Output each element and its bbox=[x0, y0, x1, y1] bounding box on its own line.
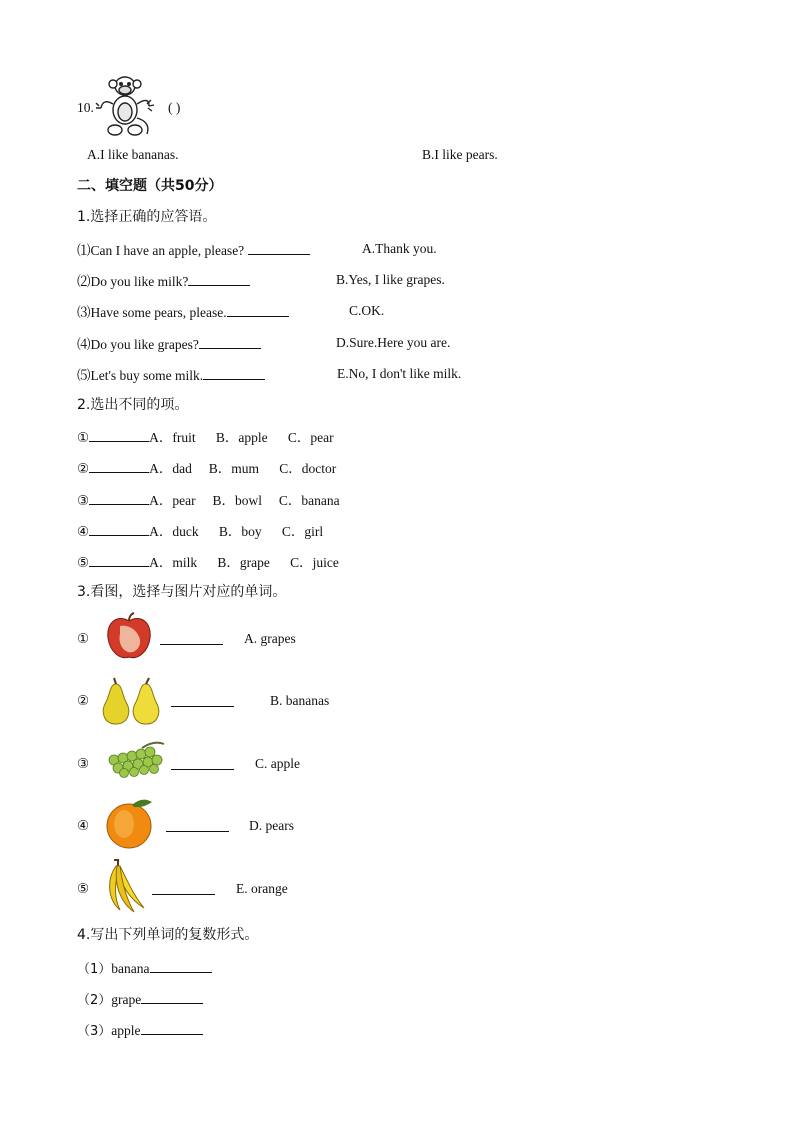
answer-blank[interactable] bbox=[248, 240, 310, 255]
answer-blank[interactable] bbox=[171, 692, 234, 707]
monkey-icon bbox=[95, 74, 155, 138]
bananas-icon bbox=[100, 858, 150, 914]
part3-blank-5 bbox=[152, 880, 215, 900]
part3-blank-1 bbox=[160, 630, 223, 650]
part3-option-b: B. bananas bbox=[270, 693, 330, 708]
part4-item-3: （3）apple bbox=[77, 1020, 203, 1041]
answer-paren: ( ) bbox=[168, 100, 181, 115]
answer-blank[interactable] bbox=[171, 755, 234, 770]
part2-item-4: ④ A．duck B．boy C．girl bbox=[77, 521, 323, 541]
q10-option-a: A.I like bananas. bbox=[87, 147, 179, 162]
part4-title: 4.写出下列单词的复数形式。 bbox=[77, 927, 259, 943]
part2-title: 2.选出不同的项。 bbox=[77, 397, 189, 413]
answer-blank[interactable] bbox=[160, 630, 223, 645]
answer-blank[interactable] bbox=[203, 365, 265, 380]
part3-num-3: ③ bbox=[77, 756, 90, 771]
question-10-number: 10. bbox=[77, 100, 94, 115]
part2-item-3: ③ A．pear B．bowl C．banana bbox=[77, 490, 340, 510]
part3-option-c: C. apple bbox=[255, 756, 300, 771]
part1-answer-d: D.Sure.Here you are. bbox=[336, 335, 451, 350]
part3-blank-3 bbox=[171, 755, 234, 775]
part1-question-5: ⑸Let's buy some milk. bbox=[77, 365, 265, 385]
part3-blank-2 bbox=[171, 692, 234, 712]
answer-blank[interactable] bbox=[89, 490, 149, 505]
part1-question-1: ⑴Can I have an apple, please? bbox=[77, 240, 310, 260]
part1-answer-c: C.OK. bbox=[349, 303, 385, 318]
part3-blank-4 bbox=[166, 817, 229, 837]
answer-blank[interactable] bbox=[199, 334, 261, 349]
answer-blank[interactable] bbox=[89, 521, 149, 536]
section-heading: 二、填空题（共50分） bbox=[77, 178, 223, 194]
part1-answer-b: B.Yes, I like grapes. bbox=[336, 272, 445, 287]
answer-blank[interactable] bbox=[89, 552, 149, 567]
answer-blank[interactable] bbox=[188, 271, 250, 286]
part1-question-4: ⑷Do you like grapes? bbox=[77, 334, 261, 354]
part1-question-3: ⑶Have some pears, please. bbox=[77, 302, 289, 322]
q10-option-b: B.I like pears. bbox=[422, 147, 498, 162]
answer-blank[interactable] bbox=[141, 989, 203, 1004]
pears-icon bbox=[98, 678, 166, 726]
part1-question-2: ⑵Do you like milk? bbox=[77, 271, 250, 291]
part3-num-1: ① bbox=[77, 631, 90, 646]
answer-blank[interactable] bbox=[141, 1020, 203, 1035]
part4-item-1: （1）banana bbox=[77, 958, 212, 979]
part3-option-e: E. orange bbox=[236, 881, 288, 896]
part3-num-4: ④ bbox=[77, 818, 90, 833]
orange-icon bbox=[104, 798, 156, 850]
part2-item-1: ① A．fruit B．apple C．pear bbox=[77, 427, 334, 447]
apple-icon bbox=[104, 612, 154, 662]
part3-option-a: A. grapes bbox=[244, 631, 296, 646]
answer-blank[interactable] bbox=[150, 958, 212, 973]
part1-title: 1.选择正确的应答语。 bbox=[77, 209, 217, 225]
grapes-icon bbox=[102, 740, 166, 778]
part1-answer-a: A.Thank you. bbox=[362, 241, 437, 256]
answer-blank[interactable] bbox=[166, 817, 229, 832]
answer-blank[interactable] bbox=[89, 427, 149, 442]
answer-blank[interactable] bbox=[227, 302, 289, 317]
part3-title: 3.看图，选择与图片对应的单词。 bbox=[77, 584, 287, 600]
part3-num-5: ⑤ bbox=[77, 881, 90, 896]
part2-item-2: ② A．dad B．mum C．doctor bbox=[77, 458, 336, 478]
part2-item-5: ⑤ A．milk B．grape C．juice bbox=[77, 552, 339, 572]
answer-blank[interactable] bbox=[152, 880, 215, 895]
part4-item-2: （2）grape bbox=[77, 989, 203, 1010]
answer-blank[interactable] bbox=[89, 458, 149, 473]
part3-option-d: D. pears bbox=[249, 818, 294, 833]
part3-num-2: ② bbox=[77, 693, 90, 708]
part1-answer-e: E.No, I don't like milk. bbox=[337, 366, 462, 381]
